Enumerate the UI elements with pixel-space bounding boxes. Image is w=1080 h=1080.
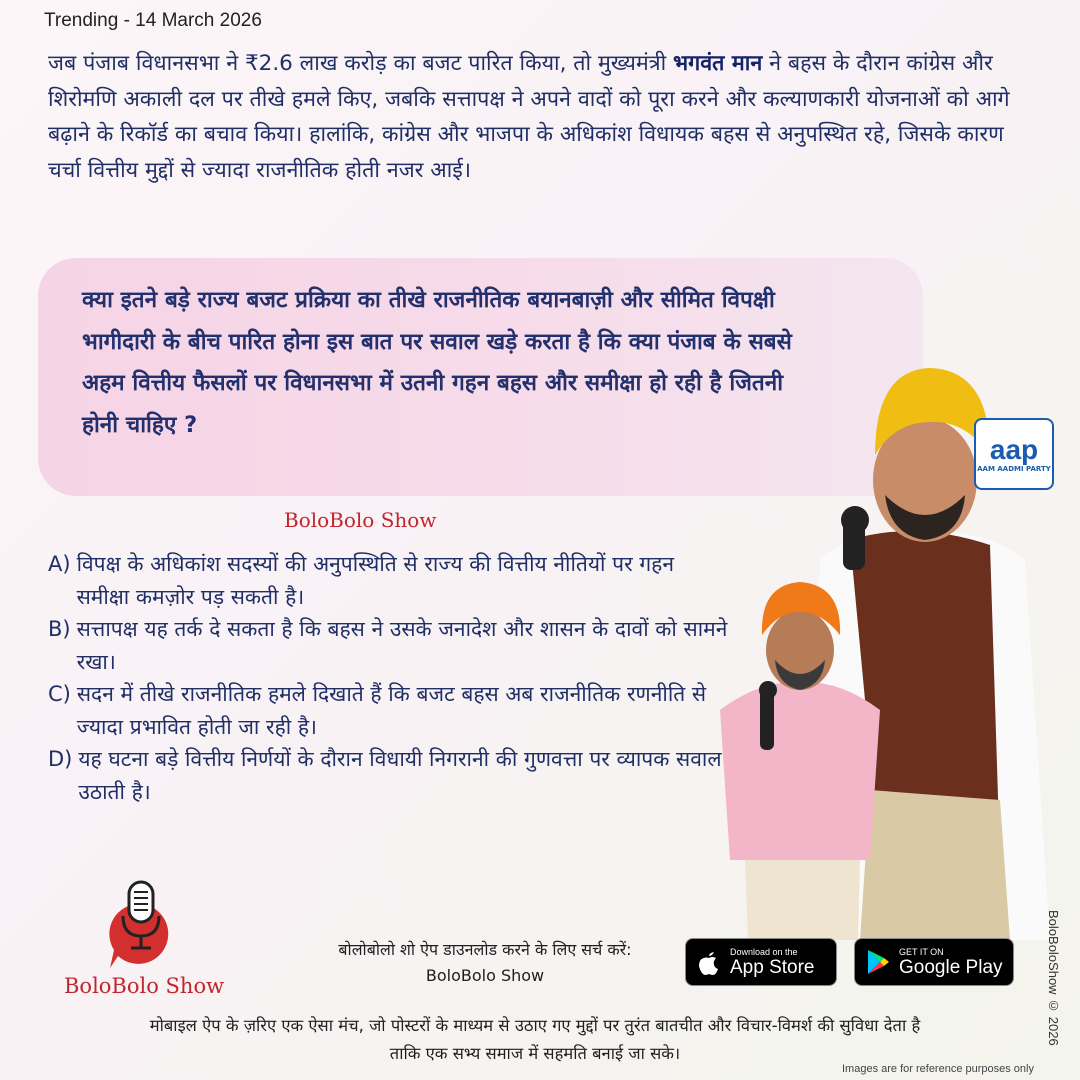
option-text: सत्तापक्ष यह तर्क दे सकता है कि बहस ने उसके जनादेश और शासन के दावों को सामने रखा। (76, 617, 728, 674)
intro-text-end: ने बहस के दौरान कांग्रेस और शिरोमणि अकाली दल पर तीखे हमले किए, जबकि सत्तापक्ष ने अपने वादों को पूरा करने और कल्याणकारी योजनाओं को आगे बढ़ाने के रिकॉर्ड का बचाव किया। हालांकि, कांग्रेस और भाजपा के अधिकांश विधायक बहस से अनुपस्थित रहे, जिसके कारण चर्चा वित्तीय मुद्दों से ज्यादा राजनीतिक होती नजर आई। (48, 51, 1010, 183)
app-store-label: App Store (730, 956, 815, 978)
download-app-name: BoloBolo Show (425, 966, 545, 985)
google-play-icon (865, 948, 891, 976)
app-store-button[interactable] (685, 938, 837, 986)
download-instructions (290, 937, 680, 989)
poll-question: क्या इतने बड़े राज्य बजट प्रक्रिया का तीखे राजनीतिक बयानबाज़ी और सीमित विपक्षी भागीदारी के बीच पारित होना इस बात पर सवाल खड़े करता है कि क्या पंजाब के सबसे अहम वित्तीय फैसलों पर विधानसभा में उतनी गहन बहस और समीक्षा हो रही है जितनी होनी चाहिए ? (82, 287, 792, 438)
option-c[interactable] (48, 678, 728, 743)
poll-options (48, 548, 728, 808)
intro-paragraph (48, 46, 1033, 188)
option-letter: C) (48, 682, 71, 706)
image-disclaimer: Images are for reference purposes only (842, 1063, 1034, 1075)
option-b[interactable] (48, 613, 728, 678)
option-letter: A) (48, 552, 71, 576)
party-logo-subtext: AAM AADMI PARTY (977, 465, 1051, 473)
option-text: विपक्ष के अधिकांश सदस्यों की अनुपस्थिति से राज्य की वित्तीय नीतियों पर गहन समीक्षा कमज़ोर पड़ सकती है। (76, 552, 674, 609)
intro-bold-name: भगवंत मान (672, 51, 763, 76)
google-play-label: Google Play (899, 956, 1003, 978)
option-a[interactable] (48, 548, 728, 613)
apple-icon (696, 948, 722, 976)
google-play-small-label: GET IT ON (899, 946, 944, 957)
app-store-small-label: Download on the (730, 946, 798, 957)
party-logo-text: aap (989, 434, 1039, 465)
option-letter: B) (48, 617, 71, 641)
intro-text-start: जब पंजाब विधानसभा ने ₹2.6 लाख करोड़ का बजट पारित किया, तो मुख्यमंत्री (48, 51, 673, 76)
footer-description (30, 1012, 1040, 1068)
trending-date: Trending - 14 March 2026 (44, 10, 262, 31)
download-line: बोलोबोलो शो ऐप डाउनलोड करने के लिए सर्च करें: (338, 940, 632, 959)
brand-logo-text: BoloBolo Show (64, 974, 225, 998)
option-d[interactable] (48, 743, 728, 808)
party-logo (974, 418, 1054, 490)
footer-line: ताकि एक सभ्य समाज में सहमति बनाई जा सके। (389, 1044, 681, 1063)
footer-line: मोबाइल ऐप के ज़रिए एक ऐसा मंच, जो पोस्टरों के माध्यम से उठाए गए मुद्दों पर तुरंत बातचीत और विचार-विमर्श की सुविधा देता है (149, 1016, 921, 1035)
brand-label: BoloBolo Show (284, 508, 437, 532)
option-text: यह घटना बड़े वित्तीय निर्णयों के दौरान विधायी निगरानी की गुणवत्ता पर व्यापक सवाल उठाती है। (78, 747, 722, 804)
side-copyright: BoloBoloShow © 2026 (1046, 910, 1061, 1046)
google-play-button[interactable] (854, 938, 1014, 986)
microphone-icon (98, 876, 184, 972)
option-letter: D) (48, 747, 73, 771)
option-text: सदन में तीखे राजनीतिक हमले दिखाते हैं कि बजट बहस अब राजनीतिक रणनीति से ज्यादा प्रभावित होती जा रही है। (76, 682, 707, 739)
